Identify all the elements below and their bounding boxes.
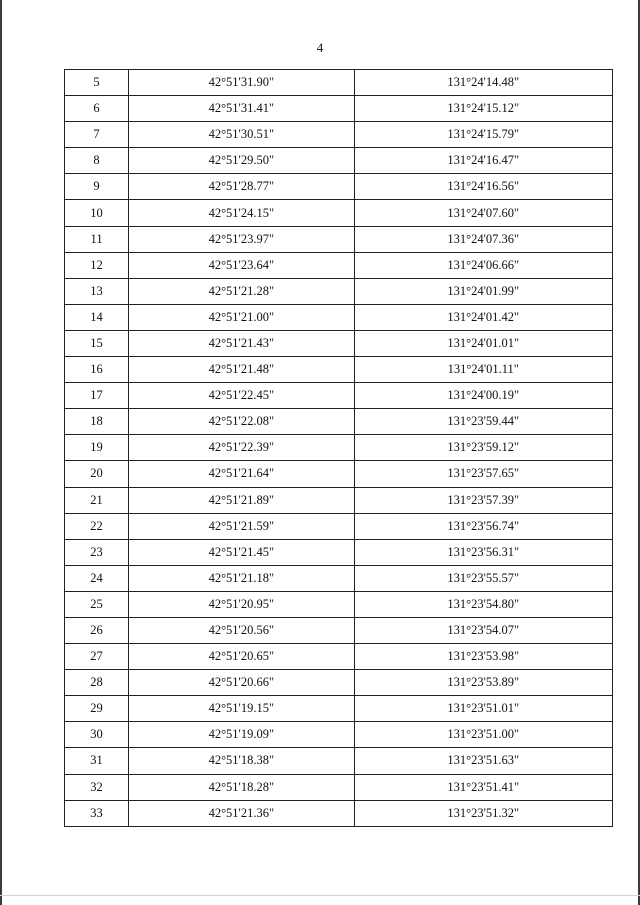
coordinates-table bbox=[64, 69, 613, 827]
table-row bbox=[65, 70, 613, 96]
table-row bbox=[65, 565, 613, 591]
latitude-cell: 42°51'18.38" bbox=[129, 748, 354, 774]
page-number: 4 bbox=[316, 40, 324, 55]
latitude-cell: 42°51'20.95" bbox=[129, 591, 354, 617]
latitude-cell: 42°51'21.59" bbox=[129, 513, 354, 539]
table-row bbox=[65, 200, 613, 226]
latitude-cell: 42°51'20.65" bbox=[129, 644, 354, 670]
table-row bbox=[65, 174, 613, 200]
latitude-cell: 42°51'29.50" bbox=[129, 148, 354, 174]
point-number-cell: 29 bbox=[65, 696, 129, 722]
table-row bbox=[65, 252, 613, 278]
latitude-cell: 42°51'21.00" bbox=[129, 304, 354, 330]
point-number-cell: 10 bbox=[65, 200, 129, 226]
point-number-cell: 28 bbox=[65, 670, 129, 696]
longitude-cell: 131°23'51.01" bbox=[354, 696, 612, 722]
longitude-cell: 131°24'07.60" bbox=[354, 200, 612, 226]
point-number-cell: 23 bbox=[65, 539, 129, 565]
point-number-cell: 26 bbox=[65, 617, 129, 643]
latitude-cell: 42°51'20.56" bbox=[129, 617, 354, 643]
longitude-cell: 131°24'01.01" bbox=[354, 330, 612, 356]
point-number-cell: 22 bbox=[65, 513, 129, 539]
point-number-cell: 31 bbox=[65, 748, 129, 774]
latitude-cell: 42°51'19.15" bbox=[129, 696, 354, 722]
table-row bbox=[65, 409, 613, 435]
longitude-cell: 131°23'51.32" bbox=[354, 800, 612, 826]
point-number-cell: 20 bbox=[65, 461, 129, 487]
point-number-cell: 16 bbox=[65, 357, 129, 383]
point-number-cell: 30 bbox=[65, 722, 129, 748]
longitude-cell: 131°23'54.07" bbox=[354, 617, 612, 643]
longitude-cell: 131°24'07.36" bbox=[354, 226, 612, 252]
longitude-cell: 131°24'16.47" bbox=[354, 148, 612, 174]
latitude-cell: 42°51'22.39" bbox=[129, 435, 354, 461]
table-row bbox=[65, 278, 613, 304]
point-number-cell: 21 bbox=[65, 487, 129, 513]
table-row bbox=[65, 539, 613, 565]
longitude-cell: 131°24'14.48" bbox=[354, 70, 612, 96]
longitude-cell: 131°23'51.63" bbox=[354, 748, 612, 774]
point-number-cell: 9 bbox=[65, 174, 129, 200]
table-row bbox=[65, 435, 613, 461]
longitude-cell: 131°24'15.79" bbox=[354, 122, 612, 148]
point-number-cell: 25 bbox=[65, 591, 129, 617]
longitude-cell: 131°23'55.57" bbox=[354, 565, 612, 591]
table-row bbox=[65, 696, 613, 722]
point-number-cell: 5 bbox=[65, 70, 129, 96]
point-number-cell: 32 bbox=[65, 774, 129, 800]
latitude-cell: 42°51'22.45" bbox=[129, 383, 354, 409]
table-row bbox=[65, 487, 613, 513]
longitude-cell: 131°23'53.89" bbox=[354, 670, 612, 696]
page-edge-left bbox=[0, 0, 2, 905]
coordinates-table-body bbox=[65, 70, 613, 827]
point-number-cell: 7 bbox=[65, 122, 129, 148]
point-number-cell: 17 bbox=[65, 383, 129, 409]
latitude-cell: 42°51'31.90" bbox=[129, 70, 354, 96]
longitude-cell: 131°23'51.00" bbox=[354, 722, 612, 748]
latitude-cell: 42°51'28.77" bbox=[129, 174, 354, 200]
table-row bbox=[65, 748, 613, 774]
point-number-cell: 8 bbox=[65, 148, 129, 174]
longitude-cell: 131°23'57.39" bbox=[354, 487, 612, 513]
point-number-cell: 13 bbox=[65, 278, 129, 304]
latitude-cell: 42°51'21.18" bbox=[129, 565, 354, 591]
table-row bbox=[65, 122, 613, 148]
table-row bbox=[65, 644, 613, 670]
point-number-cell: 33 bbox=[65, 800, 129, 826]
table-row bbox=[65, 96, 613, 122]
longitude-cell: 131°24'01.99" bbox=[354, 278, 612, 304]
latitude-cell: 42°51'24.15" bbox=[129, 200, 354, 226]
latitude-cell: 42°51'31.41" bbox=[129, 96, 354, 122]
point-number-cell: 14 bbox=[65, 304, 129, 330]
latitude-cell: 42°51'19.09" bbox=[129, 722, 354, 748]
longitude-cell: 131°24'01.11" bbox=[354, 357, 612, 383]
point-number-cell: 6 bbox=[65, 96, 129, 122]
longitude-cell: 131°23'57.65" bbox=[354, 461, 612, 487]
page-bottom-line bbox=[0, 895, 640, 896]
table-row bbox=[65, 330, 613, 356]
longitude-cell: 131°23'56.74" bbox=[354, 513, 612, 539]
latitude-cell: 42°51'21.28" bbox=[129, 278, 354, 304]
table-row bbox=[65, 513, 613, 539]
table-row bbox=[65, 591, 613, 617]
table-row bbox=[65, 800, 613, 826]
longitude-cell: 131°23'56.31" bbox=[354, 539, 612, 565]
latitude-cell: 42°51'20.66" bbox=[129, 670, 354, 696]
point-number-cell: 15 bbox=[65, 330, 129, 356]
latitude-cell: 42°51'30.51" bbox=[129, 122, 354, 148]
latitude-cell: 42°51'21.64" bbox=[129, 461, 354, 487]
longitude-cell: 131°23'54.80" bbox=[354, 591, 612, 617]
latitude-cell: 42°51'21.48" bbox=[129, 357, 354, 383]
latitude-cell: 42°51'21.36" bbox=[129, 800, 354, 826]
longitude-cell: 131°23'51.41" bbox=[354, 774, 612, 800]
table-row bbox=[65, 148, 613, 174]
table-row bbox=[65, 617, 613, 643]
table-row bbox=[65, 461, 613, 487]
longitude-cell: 131°23'53.98" bbox=[354, 644, 612, 670]
latitude-cell: 42°51'22.08" bbox=[129, 409, 354, 435]
point-number-cell: 11 bbox=[65, 226, 129, 252]
point-number-cell: 27 bbox=[65, 644, 129, 670]
table-row bbox=[65, 226, 613, 252]
table-row bbox=[65, 304, 613, 330]
longitude-cell: 131°23'59.12" bbox=[354, 435, 612, 461]
table-row bbox=[65, 774, 613, 800]
longitude-cell: 131°24'01.42" bbox=[354, 304, 612, 330]
longitude-cell: 131°24'00.19" bbox=[354, 383, 612, 409]
table-row bbox=[65, 383, 613, 409]
latitude-cell: 42°51'23.64" bbox=[129, 252, 354, 278]
table-row bbox=[65, 670, 613, 696]
longitude-cell: 131°24'06.66" bbox=[354, 252, 612, 278]
latitude-cell: 42°51'21.43" bbox=[129, 330, 354, 356]
point-number-cell: 24 bbox=[65, 565, 129, 591]
table-row bbox=[65, 357, 613, 383]
latitude-cell: 42°51'21.89" bbox=[129, 487, 354, 513]
longitude-cell: 131°23'59.44" bbox=[354, 409, 612, 435]
point-number-cell: 12 bbox=[65, 252, 129, 278]
longitude-cell: 131°24'15.12" bbox=[354, 96, 612, 122]
longitude-cell: 131°24'16.56" bbox=[354, 174, 612, 200]
latitude-cell: 42°51'23.97" bbox=[129, 226, 354, 252]
point-number-cell: 19 bbox=[65, 435, 129, 461]
latitude-cell: 42°51'18.28" bbox=[129, 774, 354, 800]
table-row bbox=[65, 722, 613, 748]
latitude-cell: 42°51'21.45" bbox=[129, 539, 354, 565]
point-number-cell: 18 bbox=[65, 409, 129, 435]
